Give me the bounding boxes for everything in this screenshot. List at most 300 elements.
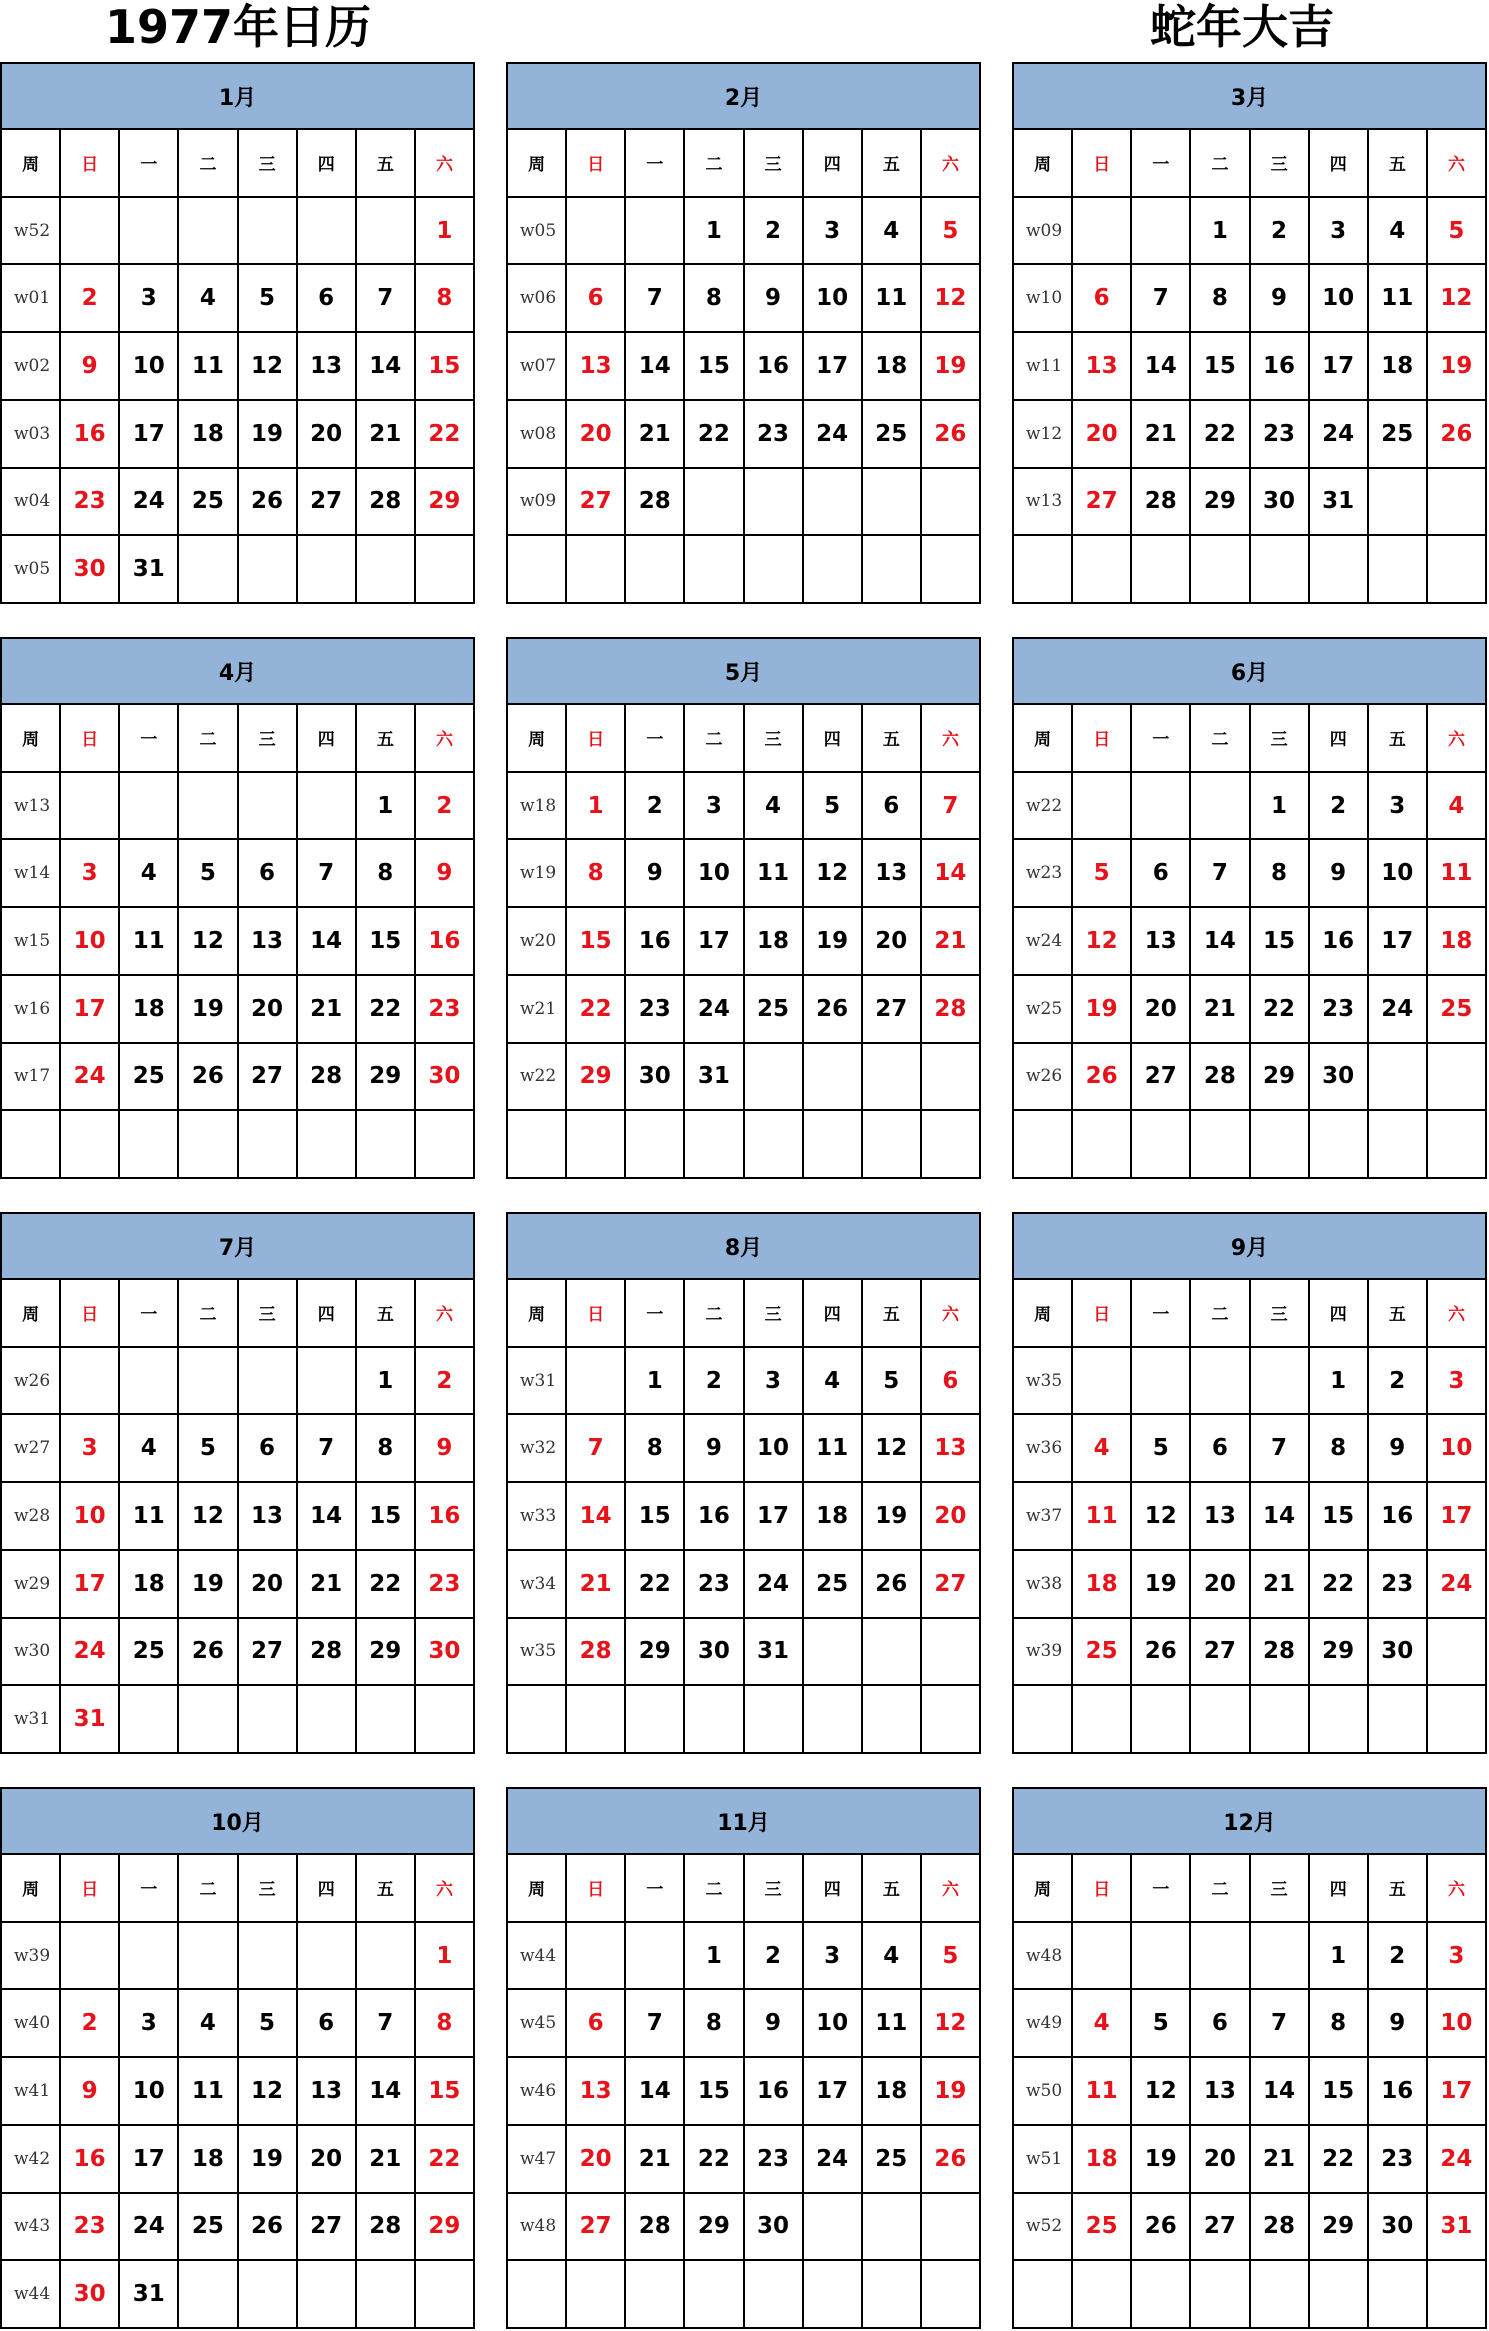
day-cell: 7: [922, 773, 981, 841]
week-number: w09: [508, 469, 567, 537]
day-cell: 17: [1310, 333, 1369, 401]
day-cell: 17: [1369, 908, 1428, 976]
day-cell: 28: [922, 976, 981, 1044]
month-block: [1012, 62, 1487, 604]
day-cell: 19: [179, 976, 238, 1044]
week-number: w47: [508, 2126, 567, 2194]
weekday-header: 四: [298, 1280, 357, 1348]
day-cell: 28: [1132, 469, 1191, 537]
month-block: [506, 637, 981, 1179]
day-cell: 9: [416, 1415, 475, 1483]
day-cell: [922, 469, 981, 537]
day-cell: 1: [626, 1348, 685, 1416]
day-cell: 18: [1073, 1551, 1132, 1619]
day-cell: [745, 2261, 804, 2329]
day-cell: 12: [1428, 265, 1487, 333]
weekday-header: 六: [416, 130, 475, 198]
week-number: w32: [508, 1415, 567, 1483]
day-cell: 30: [685, 1619, 744, 1687]
week-number: w40: [2, 1990, 61, 2058]
day-cell: 23: [61, 2194, 120, 2262]
day-cell: [1369, 1044, 1428, 1112]
weekday-header: 日: [567, 1855, 626, 1923]
day-cell: 2: [61, 265, 120, 333]
day-cell: 26: [179, 1619, 238, 1687]
day-cell: 22: [1310, 2126, 1369, 2194]
weekday-header: 一: [120, 1855, 179, 1923]
month-days-table: [508, 705, 981, 1179]
day-cell: [626, 536, 685, 604]
day-cell: 1: [1310, 1348, 1369, 1416]
day-cell: [1369, 1111, 1428, 1179]
week-number: w52: [1014, 2194, 1073, 2262]
day-cell: 18: [120, 976, 179, 1044]
month-days-table: [1014, 1280, 1487, 1754]
day-cell: [804, 2261, 863, 2329]
weekday-header: 三: [1251, 1855, 1310, 1923]
day-cell: [863, 469, 922, 537]
weekday-header: 日: [61, 130, 120, 198]
day-cell: 9: [745, 265, 804, 333]
week-number: w48: [1014, 1923, 1073, 1991]
month-title: 9月: [1014, 1214, 1487, 1280]
day-cell: 19: [179, 1551, 238, 1619]
day-cell: 7: [626, 1990, 685, 2058]
day-cell: 24: [1428, 2126, 1487, 2194]
day-cell: 13: [863, 840, 922, 908]
weekday-header: 一: [120, 130, 179, 198]
day-cell: 4: [804, 1348, 863, 1416]
day-cell: [416, 2261, 475, 2329]
day-cell: [179, 536, 238, 604]
day-cell: 3: [61, 1415, 120, 1483]
week-number: w46: [508, 2058, 567, 2126]
day-cell: 18: [804, 1483, 863, 1551]
week-number: [1014, 1686, 1073, 1754]
day-cell: [1191, 1686, 1250, 1754]
week-number: w20: [508, 908, 567, 976]
week-number: w09: [1014, 198, 1073, 266]
month-block: [0, 637, 475, 1179]
day-cell: 16: [745, 2058, 804, 2126]
day-cell: 29: [357, 1044, 416, 1112]
day-cell: 6: [1132, 840, 1191, 908]
day-cell: [1132, 773, 1191, 841]
day-cell: 28: [357, 2194, 416, 2262]
day-cell: [61, 198, 120, 266]
day-cell: 9: [685, 1415, 744, 1483]
week-number: w49: [1014, 1990, 1073, 2058]
day-cell: 6: [1073, 265, 1132, 333]
day-cell: 27: [567, 469, 626, 537]
day-cell: [804, 1686, 863, 1754]
day-cell: [298, 536, 357, 604]
day-cell: 27: [298, 469, 357, 537]
day-cell: 11: [863, 1990, 922, 2058]
day-cell: 23: [1369, 2126, 1428, 2194]
day-cell: 5: [804, 773, 863, 841]
day-cell: [685, 2261, 744, 2329]
week-number: w02: [2, 333, 61, 401]
day-cell: 29: [626, 1619, 685, 1687]
day-cell: 13: [239, 1483, 298, 1551]
day-cell: 22: [357, 976, 416, 1044]
weekday-header: 日: [1073, 705, 1132, 773]
day-cell: 19: [1073, 976, 1132, 1044]
day-cell: 29: [416, 2194, 475, 2262]
week-number: w05: [508, 198, 567, 266]
day-cell: [1191, 1111, 1250, 1179]
day-cell: 10: [61, 1483, 120, 1551]
day-cell: [922, 1111, 981, 1179]
day-cell: 27: [1132, 1044, 1191, 1112]
day-cell: 10: [745, 1415, 804, 1483]
day-cell: [1310, 1111, 1369, 1179]
weekday-header: 四: [1310, 130, 1369, 198]
day-cell: 17: [804, 2058, 863, 2126]
week-number: w23: [1014, 840, 1073, 908]
day-cell: [298, 1686, 357, 1754]
week-number: [508, 2261, 567, 2329]
week-number: w11: [1014, 333, 1073, 401]
weekday-header: 五: [357, 705, 416, 773]
day-cell: 25: [863, 401, 922, 469]
weekday-header: 六: [922, 1855, 981, 1923]
day-cell: [804, 469, 863, 537]
day-cell: 21: [1132, 401, 1191, 469]
day-cell: 4: [179, 265, 238, 333]
day-cell: 21: [1191, 976, 1250, 1044]
month-block: [1012, 1212, 1487, 1754]
day-cell: 25: [1073, 2194, 1132, 2262]
weekday-header: 五: [863, 1280, 922, 1348]
day-cell: 5: [863, 1348, 922, 1416]
day-cell: [804, 1111, 863, 1179]
day-cell: 12: [1132, 2058, 1191, 2126]
weekday-header: 一: [1132, 1280, 1191, 1348]
weekday-header: 日: [61, 705, 120, 773]
day-cell: 16: [1251, 333, 1310, 401]
day-cell: 26: [1132, 2194, 1191, 2262]
day-cell: 5: [1073, 840, 1132, 908]
day-cell: 4: [1428, 773, 1487, 841]
day-cell: 22: [567, 976, 626, 1044]
day-cell: 6: [863, 773, 922, 841]
weekday-header: 三: [745, 1855, 804, 1923]
weekday-header: 四: [1310, 705, 1369, 773]
day-cell: [863, 1044, 922, 1112]
day-cell: 13: [298, 2058, 357, 2126]
day-cell: 18: [863, 333, 922, 401]
day-cell: 23: [1310, 976, 1369, 1044]
day-cell: 21: [626, 401, 685, 469]
day-cell: 12: [804, 840, 863, 908]
day-cell: 6: [922, 1348, 981, 1416]
weekday-header: 五: [1369, 1280, 1428, 1348]
day-cell: 4: [1369, 198, 1428, 266]
day-cell: 3: [685, 773, 744, 841]
day-cell: 5: [239, 1990, 298, 2058]
weekday-header: 周: [2, 130, 61, 198]
day-cell: 10: [1310, 265, 1369, 333]
week-number: w16: [2, 976, 61, 1044]
day-cell: [1191, 536, 1250, 604]
day-cell: 21: [626, 2126, 685, 2194]
day-cell: 29: [416, 469, 475, 537]
week-number: [508, 1111, 567, 1179]
weekday-header: 四: [804, 705, 863, 773]
day-cell: 23: [626, 976, 685, 1044]
day-cell: [863, 1686, 922, 1754]
weekday-header: 四: [298, 1855, 357, 1923]
day-cell: 10: [685, 840, 744, 908]
day-cell: 16: [61, 2126, 120, 2194]
day-cell: [120, 198, 179, 266]
day-cell: 6: [567, 1990, 626, 2058]
day-cell: [1428, 469, 1487, 537]
day-cell: 19: [239, 2126, 298, 2194]
day-cell: [863, 536, 922, 604]
week-number: w22: [508, 1044, 567, 1112]
day-cell: 19: [922, 333, 981, 401]
week-number: [2, 1111, 61, 1179]
day-cell: [120, 1348, 179, 1416]
day-cell: 6: [239, 840, 298, 908]
day-cell: 15: [357, 1483, 416, 1551]
weekday-header: 二: [179, 1280, 238, 1348]
week-number: w25: [1014, 976, 1073, 1044]
month-days-table: [1014, 1855, 1487, 2329]
weekday-header: 二: [1191, 1855, 1250, 1923]
weekday-header: 六: [1428, 1280, 1487, 1348]
day-cell: 10: [61, 908, 120, 976]
day-cell: 26: [239, 469, 298, 537]
day-cell: 26: [922, 2126, 981, 2194]
day-cell: 21: [1251, 1551, 1310, 1619]
day-cell: 24: [804, 2126, 863, 2194]
day-cell: 21: [357, 2126, 416, 2194]
day-cell: 30: [61, 2261, 120, 2329]
week-number: w28: [2, 1483, 61, 1551]
weekday-header: 一: [1132, 705, 1191, 773]
day-cell: 27: [239, 1044, 298, 1112]
weekday-header: 二: [685, 1855, 744, 1923]
day-cell: [1132, 198, 1191, 266]
week-number: w29: [2, 1551, 61, 1619]
day-cell: 19: [1428, 333, 1487, 401]
day-cell: 27: [567, 2194, 626, 2262]
weekday-header: 一: [1132, 1855, 1191, 1923]
day-cell: 29: [567, 1044, 626, 1112]
week-number: w05: [2, 536, 61, 604]
day-cell: 13: [1132, 908, 1191, 976]
day-cell: 18: [745, 908, 804, 976]
weekday-header: 三: [239, 1855, 298, 1923]
day-cell: 16: [416, 1483, 475, 1551]
day-cell: [567, 1923, 626, 1991]
day-cell: 22: [1251, 976, 1310, 1044]
day-cell: [1428, 1111, 1487, 1179]
day-cell: [120, 773, 179, 841]
day-cell: 20: [298, 401, 357, 469]
day-cell: 17: [804, 333, 863, 401]
day-cell: [416, 536, 475, 604]
day-cell: 15: [626, 1483, 685, 1551]
day-cell: 13: [239, 908, 298, 976]
day-cell: 12: [922, 265, 981, 333]
day-cell: 9: [416, 840, 475, 908]
day-cell: 17: [61, 1551, 120, 1619]
day-cell: 21: [298, 976, 357, 1044]
day-cell: 23: [416, 1551, 475, 1619]
day-cell: 9: [745, 1990, 804, 2058]
day-cell: 21: [1251, 2126, 1310, 2194]
week-number: w45: [508, 1990, 567, 2058]
day-cell: [804, 1044, 863, 1112]
day-cell: [745, 469, 804, 537]
week-number: w01: [2, 265, 61, 333]
day-cell: [1073, 1686, 1132, 1754]
day-cell: [745, 1044, 804, 1112]
week-number: w08: [508, 401, 567, 469]
day-cell: 22: [416, 401, 475, 469]
day-cell: 21: [298, 1551, 357, 1619]
day-cell: 7: [357, 265, 416, 333]
day-cell: 19: [1132, 2126, 1191, 2194]
day-cell: 27: [1191, 1619, 1250, 1687]
day-cell: [179, 773, 238, 841]
day-cell: [567, 1348, 626, 1416]
day-cell: 15: [1310, 1483, 1369, 1551]
day-cell: 21: [567, 1551, 626, 1619]
weekday-header: 二: [685, 1280, 744, 1348]
day-cell: [1132, 1111, 1191, 1179]
day-cell: 12: [1073, 908, 1132, 976]
day-cell: 15: [416, 333, 475, 401]
day-cell: 7: [298, 1415, 357, 1483]
day-cell: 22: [357, 1551, 416, 1619]
day-cell: 18: [1073, 2126, 1132, 2194]
day-cell: 20: [922, 1483, 981, 1551]
day-cell: 5: [1132, 1990, 1191, 2058]
weekday-header: 六: [416, 705, 475, 773]
week-number: w39: [2, 1923, 61, 1991]
weekday-header: 一: [626, 130, 685, 198]
day-cell: 13: [1073, 333, 1132, 401]
week-number: w50: [1014, 2058, 1073, 2126]
day-cell: 2: [1310, 773, 1369, 841]
day-cell: 16: [685, 1483, 744, 1551]
day-cell: 23: [61, 469, 120, 537]
day-cell: 11: [1073, 1483, 1132, 1551]
weekday-header: 五: [1369, 705, 1428, 773]
day-cell: 27: [863, 976, 922, 1044]
day-cell: 24: [1428, 1551, 1487, 1619]
day-cell: [179, 1686, 238, 1754]
day-cell: 20: [1191, 2126, 1250, 2194]
month-days-table: [2, 1280, 475, 1754]
weekday-header: 一: [626, 1855, 685, 1923]
weekday-header: 周: [1014, 1855, 1073, 1923]
day-cell: [685, 536, 744, 604]
day-cell: [626, 198, 685, 266]
day-cell: 6: [298, 265, 357, 333]
day-cell: [239, 1923, 298, 1991]
day-cell: [804, 1619, 863, 1687]
day-cell: 26: [863, 1551, 922, 1619]
month-days-table: [508, 130, 981, 604]
day-cell: 17: [61, 976, 120, 1044]
month-block: [1012, 1787, 1487, 2329]
day-cell: 1: [1191, 198, 1250, 266]
day-cell: 3: [1428, 1923, 1487, 1991]
month-title: 8月: [508, 1214, 981, 1280]
day-cell: [1428, 1044, 1487, 1112]
day-cell: [179, 1111, 238, 1179]
day-cell: 26: [1073, 1044, 1132, 1112]
day-cell: [1251, 1111, 1310, 1179]
day-cell: 24: [120, 469, 179, 537]
month-title: 10月: [2, 1789, 475, 1855]
day-cell: 28: [567, 1619, 626, 1687]
day-cell: [567, 536, 626, 604]
week-number: [1014, 2261, 1073, 2329]
day-cell: 26: [179, 1044, 238, 1112]
week-number: w43: [2, 2194, 61, 2262]
day-cell: 9: [61, 333, 120, 401]
week-number: w31: [2, 1686, 61, 1754]
day-cell: 3: [120, 1990, 179, 2058]
day-cell: 20: [298, 2126, 357, 2194]
calendar-slogan: 蛇年大吉: [1150, 0, 1334, 54]
day-cell: [1428, 2261, 1487, 2329]
day-cell: 2: [1369, 1923, 1428, 1991]
day-cell: [1191, 2261, 1250, 2329]
day-cell: 1: [1310, 1923, 1369, 1991]
day-cell: 7: [567, 1415, 626, 1483]
day-cell: 2: [61, 1990, 120, 2058]
day-cell: 11: [745, 840, 804, 908]
weekday-header: 周: [508, 705, 567, 773]
day-cell: 29: [1191, 469, 1250, 537]
day-cell: 26: [922, 401, 981, 469]
day-cell: 7: [1251, 1990, 1310, 2058]
day-cell: 1: [1251, 773, 1310, 841]
day-cell: 1: [416, 1923, 475, 1991]
day-cell: 20: [1073, 401, 1132, 469]
day-cell: 10: [1428, 1415, 1487, 1483]
weekday-header: 一: [120, 705, 179, 773]
day-cell: [922, 1619, 981, 1687]
day-cell: 22: [1191, 401, 1250, 469]
day-cell: 27: [298, 2194, 357, 2262]
day-cell: 1: [416, 198, 475, 266]
month-days-table: [2, 705, 475, 1179]
day-cell: [357, 536, 416, 604]
week-number: w26: [2, 1348, 61, 1416]
day-cell: [120, 1686, 179, 1754]
day-cell: 11: [1369, 265, 1428, 333]
day-cell: 20: [239, 1551, 298, 1619]
day-cell: 9: [626, 840, 685, 908]
day-cell: 15: [1251, 908, 1310, 976]
week-number: [1014, 536, 1073, 604]
week-number: w52: [2, 198, 61, 266]
day-cell: 4: [179, 1990, 238, 2058]
weekday-header: 三: [745, 705, 804, 773]
day-cell: 2: [745, 198, 804, 266]
day-cell: 10: [804, 1990, 863, 2058]
